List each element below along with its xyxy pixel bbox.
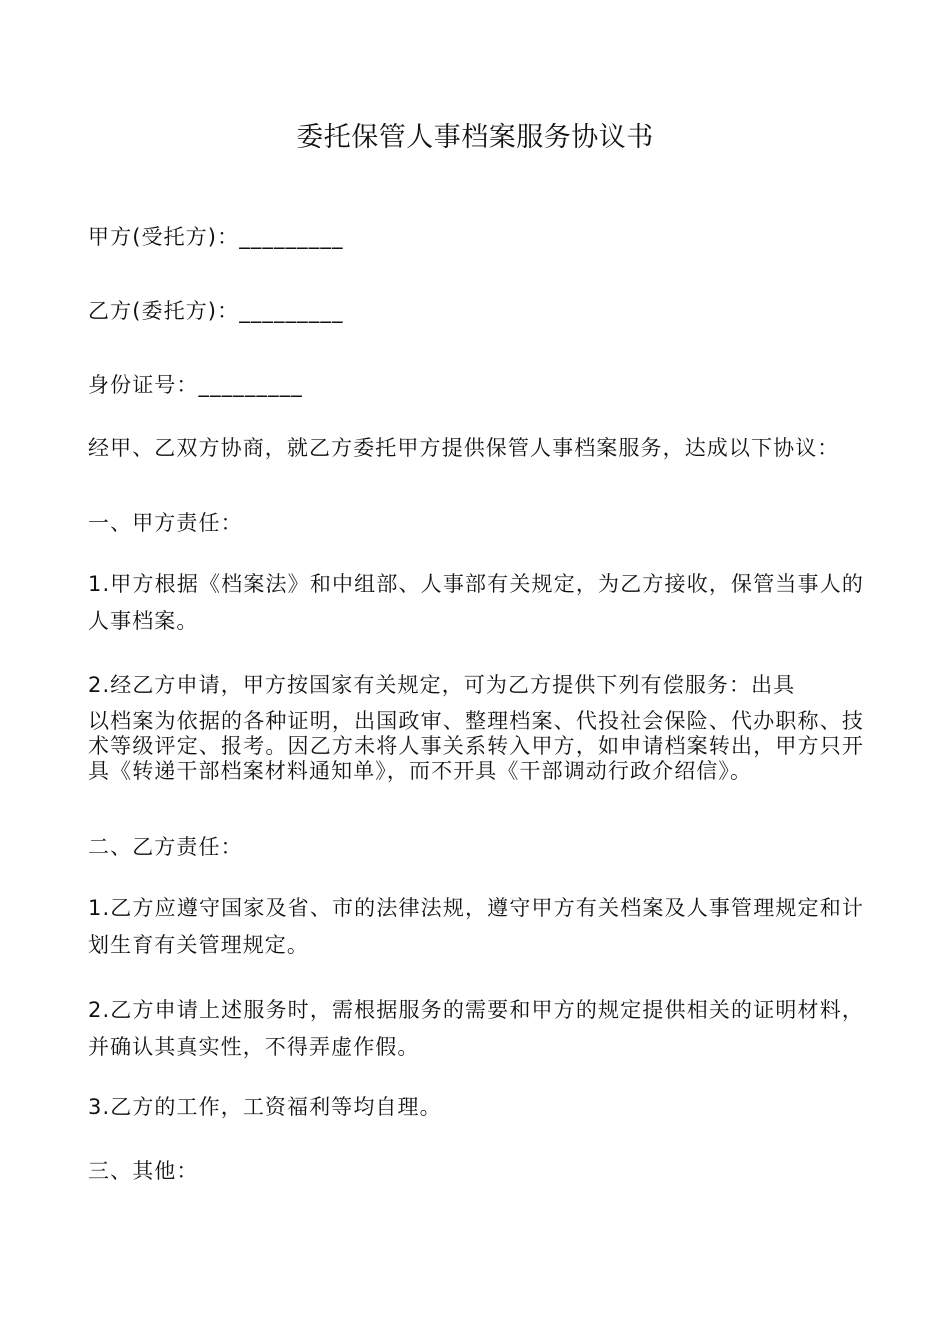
id-number-label: 身份证号： <box>88 373 199 397</box>
section-1-heading: 一、甲方责任： <box>88 511 243 535</box>
section-2-heading: 二、乙方责任： <box>88 835 243 859</box>
section-1-item-2-rest: 以档案为依据的各种证明，出国政审、整理档案、代投社会保险、代办职称、技术等级评定、报考。因乙方未将人事关系转入甲方，如申请档案转出，甲方只开具《转递干部档案材料通知单》，而不开具《干部调动行政介绍信》。 <box>88 709 864 783</box>
party-a-field: _________ <box>239 225 344 249</box>
intro-paragraph: 经甲、乙双方协商，就乙方委托甲方提供保管人事档案服务，达成以下协议： <box>88 436 840 460</box>
id-number-field: _________ <box>198 373 303 397</box>
id-number-line <box>88 372 863 398</box>
party-b-label: 乙方(委托方)： <box>88 299 240 323</box>
party-a-label: 甲方(受托方)： <box>88 225 240 249</box>
party-b-field: _________ <box>239 299 344 323</box>
section-2-item-2: 2.乙方申请上述服务时，需根据服务的需要和甲方的规定提供相关的证明材料，并确认其真实性，不得弄虚作假。 <box>88 998 864 1059</box>
party-b-line <box>88 298 863 324</box>
party-a-line <box>88 224 863 250</box>
section-2-item-3: 3.乙方的工作，工资福利等均自理。 <box>88 1095 442 1119</box>
section-2-item-1: 1.乙方应遵守国家及省、市的法律法规，遵守甲方有关档案及人事管理规定和计划生育有关管理规定。 <box>88 896 864 957</box>
section-1-item-1: 1.甲方根据《档案法》和中组部、人事部有关规定，为乙方接收，保管当事人的人事档案。 <box>88 572 864 633</box>
section-1-item-2-first-line: 2.经乙方申请，甲方按国家有关规定，可为乙方提供下列有偿服务：出具 <box>88 673 796 697</box>
section-3-heading: 三、其他： <box>88 1159 199 1183</box>
document-title: 委托保管人事档案服务协议书 <box>296 122 654 153</box>
